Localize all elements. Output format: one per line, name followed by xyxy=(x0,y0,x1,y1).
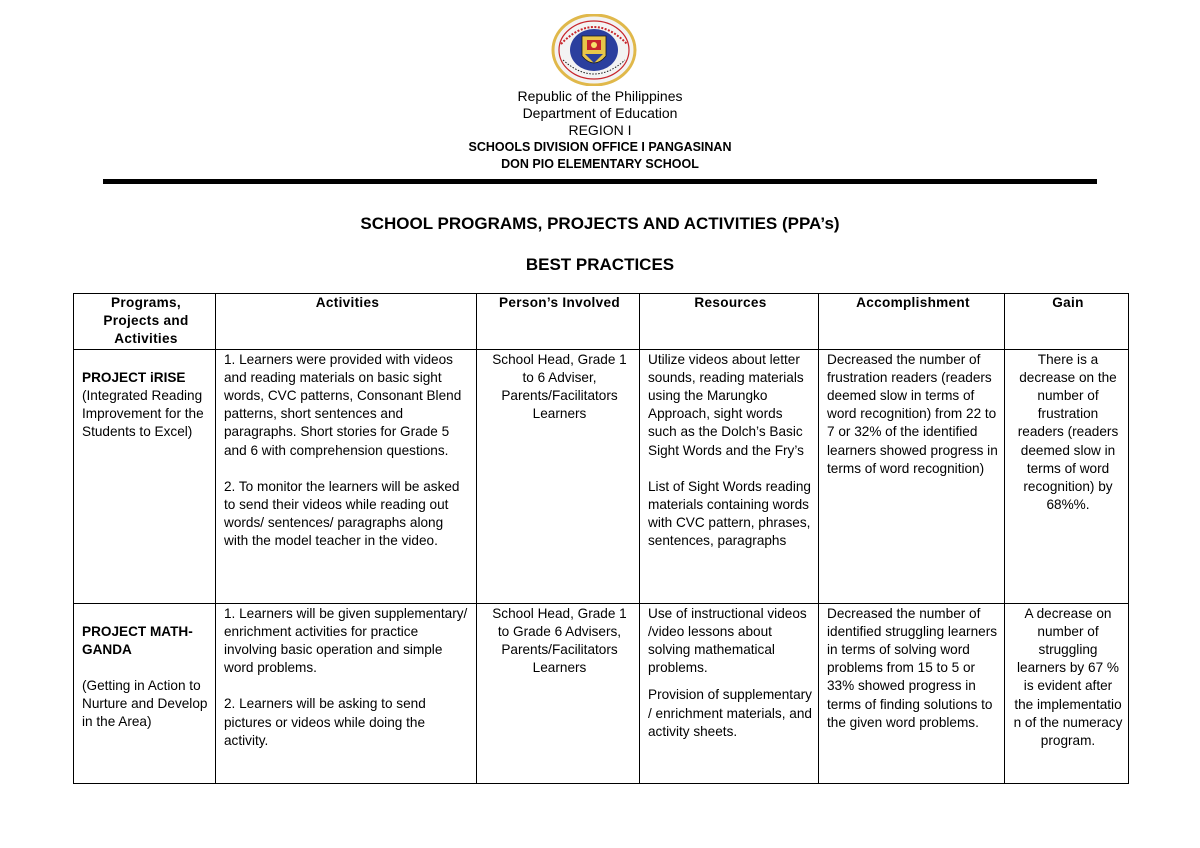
letterhead xyxy=(0,88,1200,173)
table-row xyxy=(74,349,1129,603)
col-header-resources: Resources xyxy=(640,294,819,350)
project-name: PROJECT iRISE xyxy=(82,369,186,385)
region-line: REGION I xyxy=(568,122,632,138)
accomplishment-cell: Decreased the number of frustration readers (readers deemed slow in terms of word recognition) from 22 to 7 or 32% of the identified learners showed progress in terms of word recognition) xyxy=(819,349,1005,603)
header-divider xyxy=(103,179,1097,184)
col-header-programs: Programs, Projects and Activities xyxy=(74,294,216,350)
resources-cell xyxy=(640,603,819,783)
division-line: SCHOOLS DIVISION OFFICE I PANGASINAN xyxy=(468,140,732,154)
deped-seal-logo xyxy=(551,14,637,86)
col-header-activities: Activities xyxy=(216,294,477,350)
project-description: (Integrated Reading Improvement for the Students to Excel) xyxy=(82,387,204,440)
gain-cell: A decrease on number of struggling learners by 67 % is evident after the implementatio n of the numeracy program. xyxy=(1005,603,1129,783)
activity-item: 1. Learners were provided with videos and reading materials on basic sight words, CVC patterns, Consonant Blend patterns, short sentences and paragraphs. Short stories for Grade 5 and 6 with comprehension questions. xyxy=(224,351,462,458)
document-subtitle: BEST PRACTICES xyxy=(525,255,675,274)
resource-item: Utilize videos about letter sounds, reading materials using the Marungko Approach, sight words such as the Dolch’s Basic Sight Words and the Fry’s xyxy=(648,351,804,458)
accomplishment-cell: Decreased the number of identified struggling learners in terms of solving word problems from 15 to 5 or 33% showed progress in terms of finding solutions to the given word problems. xyxy=(819,603,1005,783)
activity-item: 2. Learners will be asking to send pictures or videos while doing the activity. xyxy=(224,696,426,748)
department-line: Department of Education xyxy=(522,105,678,121)
resource-item: List of Sight Words reading materials containing words with CVC pattern, phrases, sentences, paragraphs xyxy=(648,478,811,549)
table-header-row xyxy=(74,294,1129,350)
ppa-table xyxy=(73,293,1129,784)
table-row xyxy=(74,603,1129,783)
persons-cell: School Head, Grade 1 to Grade 6 Advisers, Parents/Facilitators Learners xyxy=(477,603,640,783)
resources-cell xyxy=(640,349,819,603)
program-cell xyxy=(74,603,216,783)
activity-item: 2. To monitor the learners will be asked to send their videos while reading out words/ sentences/ paragraphs along with the model teacher in the video. xyxy=(224,478,460,549)
persons-cell: School Head, Grade 1 to 6 Adviser, Parents/Facilitators Learners xyxy=(477,349,640,603)
project-description: (Getting in Action to Nurture and Develop in the Area) xyxy=(82,678,208,730)
col-header-accomplishment: Accomplishment xyxy=(819,294,1005,350)
resource-item: Use of instructional videos /video lessons about solving mathematical problems. xyxy=(648,605,807,676)
activity-item: 1. Learners will be given supplementary/ enrichment activities for practice involving basic operation and simple word problems. xyxy=(224,605,468,676)
document-title: SCHOOL PROGRAMS, PROJECTS AND ACTIVITIES (PPA’s) xyxy=(360,214,840,233)
school-name: DON PIO ELEMENTARY SCHOOL xyxy=(501,157,699,171)
activities-cell xyxy=(216,603,477,783)
activities-cell xyxy=(216,349,477,603)
resource-item: Provision of supplementary / enrichment materials, and activity sheets. xyxy=(648,687,812,739)
program-cell xyxy=(74,349,216,603)
col-header-gain: Gain xyxy=(1005,294,1129,350)
gain-cell: There is a decrease on the number of frustration readers (readers deemed slow in terms of word recognition) by 68%%. xyxy=(1005,349,1129,603)
republic-line: Republic of the Philippines xyxy=(517,88,683,104)
project-name: PROJECT MATH-GANDA xyxy=(82,623,193,657)
col-header-persons: Person’s Involved xyxy=(477,294,640,350)
